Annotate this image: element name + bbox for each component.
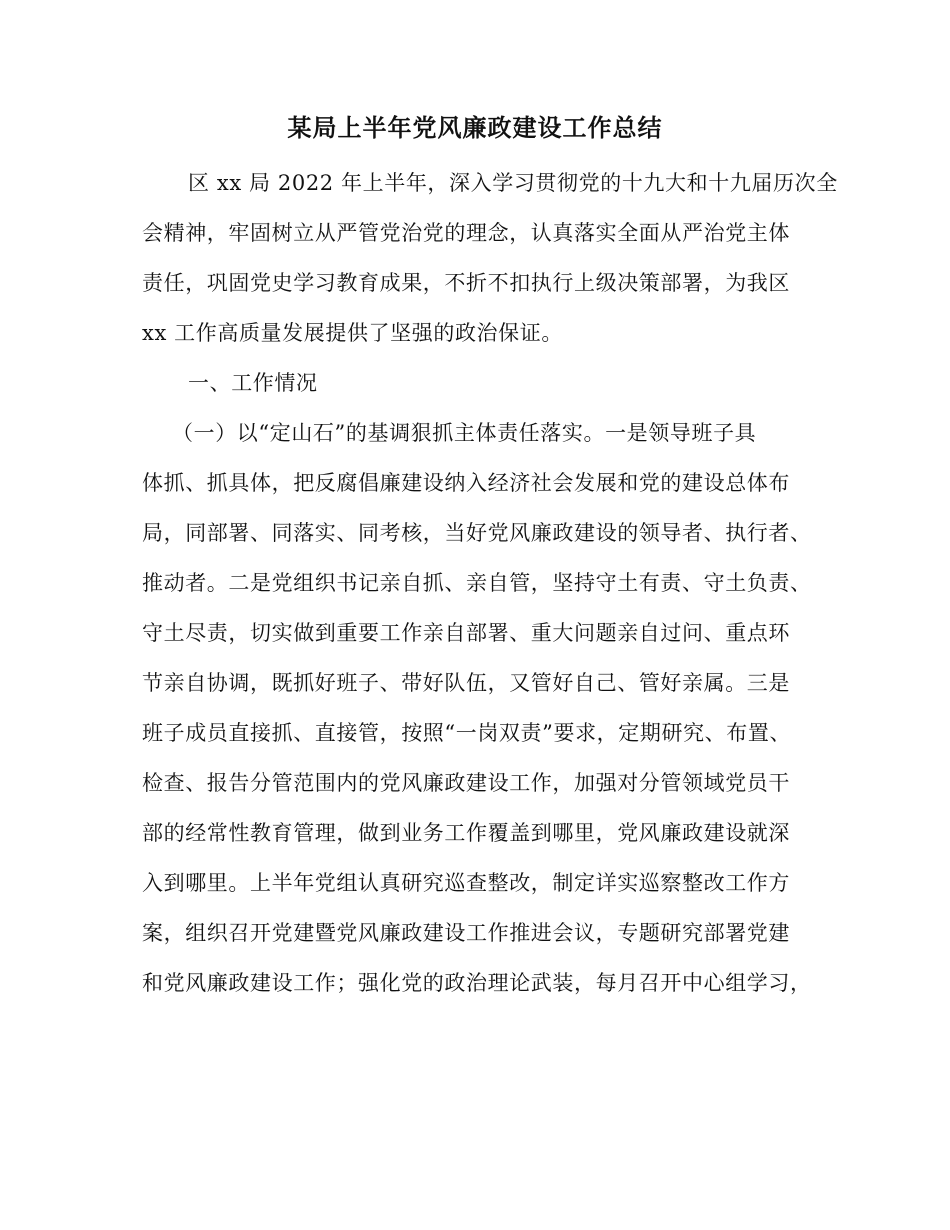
paragraph-line: 案，组织召开党建暨党风廉政建设工作推进会议，专题研究部署党建 [142, 921, 790, 945]
paragraph-line: 节亲自协调，既抓好班子、带好队伍，又管好自己、管好亲属。三是 [142, 671, 790, 695]
paragraph-line: 责任，巩固党史学习教育成果，不折不扣执行上级决策部署，为我区 [142, 271, 790, 295]
paragraph-line: xx 工作高质量发展提供了坚强的政治保证。 [142, 321, 563, 345]
paragraph-line: 检查、报告分管范围内的党风廉政建设工作，加强对分管领域党员干 [142, 771, 790, 795]
paragraph-line: 会精神，牢固树立从严管党治党的理念，认真落实全面从严治党主体 [142, 221, 790, 245]
paragraph-line: 区 xx 局 2022 年上半年，深入学习贯彻党的十九大和十九届历次全 [188, 171, 838, 195]
section-heading: 一、工作情况 [188, 371, 318, 395]
paragraph-line: 入到哪里。上半年党组认真研究巡查整改，制定详实巡察整改工作方 [142, 871, 790, 895]
paragraph-line: 守土尽责，切实做到重要工作亲自部署、重大问题亲自过问、重点环 [142, 621, 790, 645]
paragraph-line: 部的经常性教育管理，做到业务工作覆盖到哪里，党风廉政建设就深 [142, 821, 790, 845]
paragraph-line: 班子成员直接抓、直接管，按照“一岗双责”要求，定期研究、布置、 [142, 721, 792, 745]
paragraph-line: 体抓、抓具体，把反腐倡廉建设纳入经济社会发展和党的建设总体布 [142, 471, 790, 495]
paragraph-line: （一）以“定山石”的基调狠抓主体责任落实。一是领导班子具 [172, 421, 757, 445]
paragraph-line: 和党风廉政建设工作；强化党的政治理论武装，每月召开中心组学习， [142, 971, 812, 995]
paragraph-line: 局，同部署、同落实、同考核，当好党风廉政建设的领导者、执行者、 [142, 521, 812, 545]
paragraph-line: 推动者。二是党组织书记亲自抓、亲自管，坚持守土有责、守土负责、 [142, 571, 812, 595]
document-title: 某局上半年党风廉政建设工作总结 [287, 113, 663, 142]
